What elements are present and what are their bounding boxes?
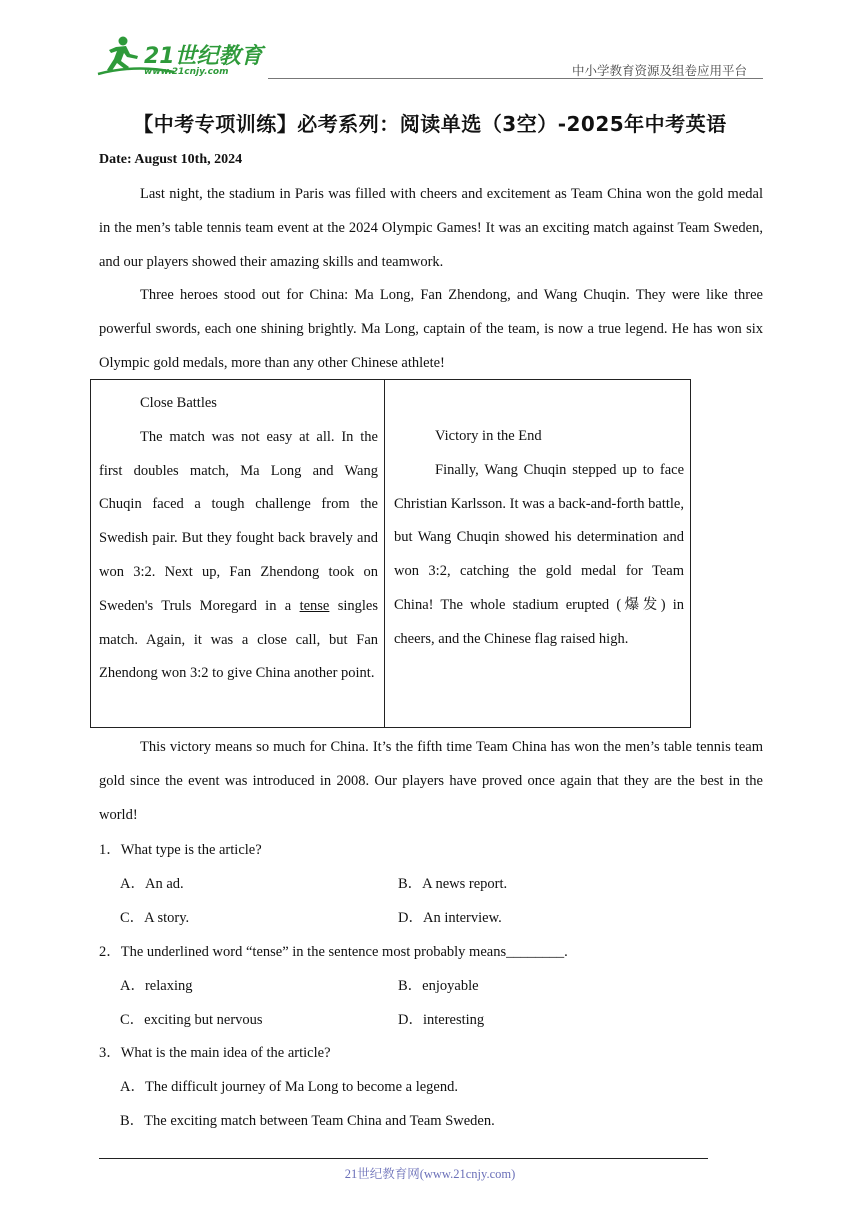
logo-text: 21世纪教育 (144, 44, 263, 69)
q2-option-a: A．relaxing (120, 978, 193, 994)
q3-option-a: A．The difficult journey of Ma Long to become a legend. (120, 1079, 458, 1095)
site-logo (96, 34, 266, 78)
q1-option-d: D．An interview. (398, 910, 502, 926)
right-heading: Victory in the End (435, 428, 542, 444)
q2-option-b: B．enjoyable (398, 978, 479, 994)
q1-option-c: C．A story. (120, 910, 190, 926)
header-divider (268, 78, 763, 79)
q1-option-b: B．A news report. (398, 876, 508, 892)
q1-option-a: A．An ad. (120, 876, 184, 892)
left-body (99, 421, 378, 691)
footer-text: 21世纪教育网(www.21cnjy.com) (344, 1167, 516, 1181)
paragraph-3: This victory means so much for China. It’s the fifth time Team China has won the men’s table tennis team gold since the event was introduced in 2008. Our players have proved once again that they are the best in the world! (99, 739, 763, 823)
left-text-a: The match was not easy at all. In the first doubles match, Ma Long and Wang Chuqin faced a tough challenge from the Swedish pair. But they fought back bravely and won 3:2. Next up, Fan Zhendong took on Sweden's Truls Moregard in a (99, 428, 378, 614)
question-2-stem: 2．The underlined word “tense” in the sentence most probably means________. (99, 944, 568, 960)
q2-option-c: C．exciting but nervous (120, 1012, 263, 1028)
question-3-stem: 3．What is the main idea of the article? (99, 1045, 331, 1061)
left-heading: Close Battles (140, 395, 217, 411)
paragraph-1: Last night, the stadium in Paris was filled with cheers and excitement as Team China won the gold medal in the men’s table tennis team event at the 2024 Olympic Games! It was an exciting match against Team Sweden, and our players showed their amazing skills and teamwork. (99, 186, 763, 270)
paragraph-2: Three heroes stood out for China: Ma Long, Fan Zhendong, and Wang Chuqin. They were like three powerful swords, each one shining brightly. Ma Long, captain of the team, is now a true legend. He has won six Olympic gold medals, more than any other Chinese athlete! (99, 287, 763, 371)
box-left-column (99, 387, 378, 691)
left-text-b: singles match. Again, it was a close call, but Fan Zhendong won 3:2 to give China another point. (99, 597, 378, 682)
logo-url: www.21cnjy.com (144, 67, 229, 77)
q3-option-b: B．The exciting match between Team China and Team Sweden. (120, 1113, 495, 1129)
article-date: Date: August 10th, 2024 (99, 152, 243, 167)
underlined-word: tense (299, 597, 330, 614)
right-body: Finally, Wang Chuqin stepped up to face Christian Karlsson. It was a back-and-forth battle, but Wang Chuqin showed his determination and won 3:2, catching the gold medal for Team China! The whole stadium erupted (爆发) in cheers, and the Chinese flag raised high. (394, 461, 684, 647)
box-column-divider (384, 379, 385, 728)
box-right-column (394, 420, 684, 657)
page-title: 【中考专项训练】必考系列：阅读单选（3空）-2025年中考英语 (133, 112, 727, 136)
header-platform-text: 中小学教育资源及组卷应用平台 (572, 64, 748, 78)
q2-option-d: D．interesting (398, 1012, 485, 1028)
footer-divider (99, 1158, 708, 1159)
question-1-stem: 1．What type is the article? (99, 842, 262, 858)
